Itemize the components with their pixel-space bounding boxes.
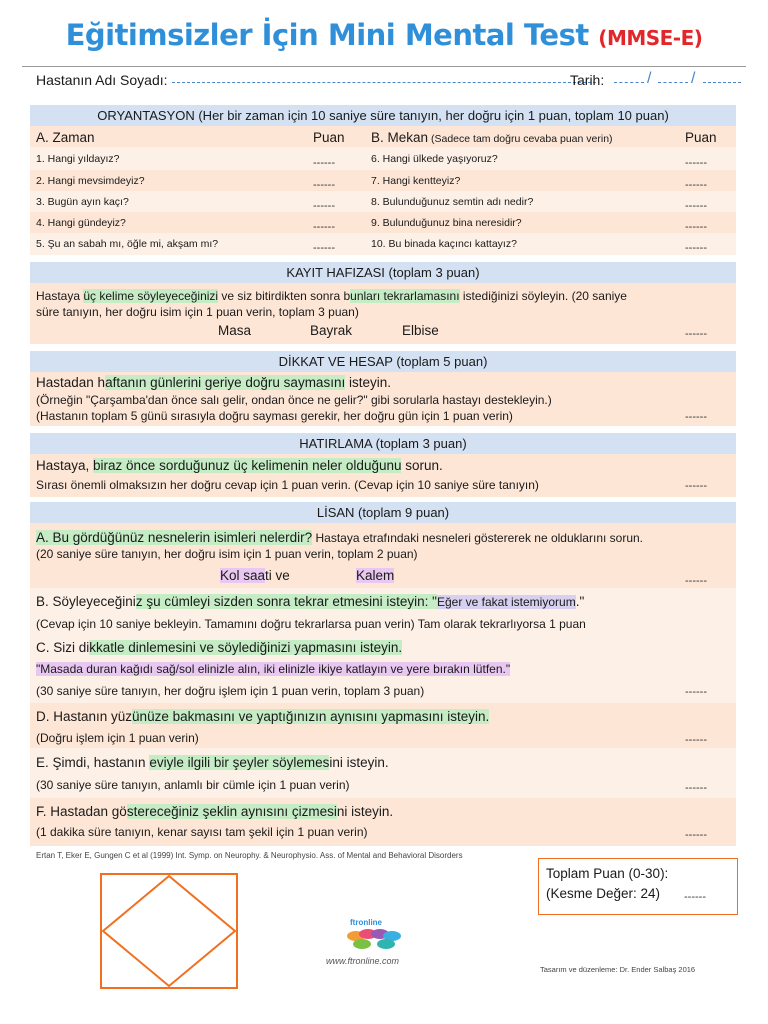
repetition-note: (Cevap için 10 saniye bekleyin. Tamamını doğru tekrarlarsa puan verin) Tam olarak tekrarlıyorsa 1 puan [36,617,586,631]
registration-instruction: Hastaya üç kelime söyleyeceğinizi ve siz bitirdikten sonra bunları tekrarlamasını istediğinizi söyleyin. (20 saniye [36,289,627,303]
registration-header: KAYIT HAFIZASI (toplam 3 puan) [30,262,736,283]
question: 6. Hangi ülkede yaşıyoruz? [371,153,498,165]
registration-section [30,283,736,344]
date-month-field[interactable] [658,82,688,83]
drawing-task: F. Hastadan göstereceğiniz şeklin aynısını çizmesini isteyin. [36,804,394,819]
date-sep: / [691,70,696,87]
score-field[interactable]: ------ [685,200,707,212]
command-task: C. Sizi dikkatle dinlemesini ve söylediğinizi yapmasını isteyin. [36,640,403,655]
orientation-section [30,126,736,255]
score-field[interactable]: ------ [685,734,707,746]
question: 9. Bulunduğunuz bina neresidir? [371,217,522,229]
title-code: (MMSE-E) [598,26,703,50]
word-item: Elbise [402,323,439,338]
page-title [0,18,768,52]
mekan-title: B. Mekan [371,130,429,145]
question: 5. Şu an sabah mı, öğle mi, akşam mı? [36,238,219,250]
total-score-field[interactable]: ------ [684,891,706,903]
score-field[interactable]: ------ [313,221,335,233]
score-field[interactable]: ------ [685,221,707,233]
score-field[interactable]: ------ [685,686,707,698]
patient-row [36,72,746,92]
recall-instruction: Hastaya, biraz önce sorduğunuz üç kelimenin neler olduğunu sorun. [36,458,443,473]
score-field[interactable]: ------ [685,411,707,423]
attention-example: (Örneğin "Çarşamba'dan önce salı gelir, ondan önce ne gelir?" gibi sorularla hastayı destekleyin.) [36,393,552,407]
question: 1. Hangi yıldayız? [36,153,120,165]
date-sep: / [647,70,652,87]
object-watch: Kol saati ve [220,568,290,583]
logo-url: www.ftronline.com [326,956,400,966]
copy-figure [100,873,238,989]
title-main: Eğitimsizler İçin Mini Mental Test [65,18,589,52]
command-sentence: "Masada duran kağıdı sağ/sol elinizle alın, iki elinizle ikiye katlayın ve yere bırakın lütfen." [36,662,511,676]
zaman-title: A. Zaman [36,130,95,145]
recall-note: Sırası önemli olmaksızın her doğru cevap için 1 puan verin. (Cevap için 10 saniye süre tanıyın) [36,478,539,492]
figure-diamond [103,876,235,986]
score-field[interactable]: ------ [313,200,335,212]
logo-brand: ftronline [350,918,382,927]
name-label: Hastanın Adı Soyadı: [36,72,168,88]
reference: Ertan T, Eker E, Gungen C et al (1999) Int. Symp. on Neurophy. & Neurophysio. Ass. of Mental and Behavioral Disorders [36,851,463,860]
score-field[interactable]: ------ [685,328,707,340]
score-field[interactable]: ------ [685,829,707,841]
attention-instruction: Hastadan haftanın günlerini geriye doğru saymasını isteyin. [36,375,391,390]
total-score-box [538,858,738,915]
divider [22,66,746,67]
word-item: Masa [218,323,252,338]
question: 10. Bu binada kaçıncı kattayız? [371,238,517,250]
score-field[interactable]: ------ [685,782,707,794]
total-label: Toplam Puan (0-30): [546,866,669,881]
logo [320,918,430,968]
cutoff-label: (Kesme Değer: 24) [546,886,661,901]
score-field[interactable]: ------ [313,179,335,191]
question: 3. Bugün ayın kaçı? [36,196,129,208]
naming-task: A. Bu gördüğünüz nesnelerin isimleri nelerdir? Hastaya etrafındaki nesneleri göstererek ne olduklarını sorun. [36,530,644,545]
repetition-task: B. Söyleyeceğiniz şu cümleyi sizden sonra tekrar etmesini isteyin: "Eğer ve fakat istemiyorum." [36,594,585,609]
speech-task: E. Şimdi, hastanın eviyle ilgili bir şeyler söylemesini isteyin. [36,755,389,770]
date-day-field[interactable] [614,82,644,83]
puan-label: Puan [313,130,345,145]
attention-note: (Hastanın toplam 5 günü sırasıyla doğru sayması gerekir, her doğru gün için 1 puan verin) [36,409,513,423]
naming-note: (20 saniye süre tanıyın, her doğru isim için 1 puan verin, toplam 2 puan) [36,547,418,561]
question: 8. Bulunduğunuz semtin adı nedir? [371,196,534,208]
question: 7. Hangi kentteyiz? [371,175,461,187]
imitation-note: (Doğru işlem için 1 puan verin) [36,731,199,745]
language-header: LİSAN (toplam 9 puan) [30,502,736,523]
command-note: (30 saniye süre tanıyın, her doğru işlem için 1 puan verin, toplam 3 puan) [36,684,425,698]
score-field[interactable]: ------ [685,242,707,254]
score-field[interactable]: ------ [685,480,707,492]
question: 4. Hangi gündeyiz? [36,217,126,229]
question: 2. Hangi mevsimdeyiz? [36,175,145,187]
word-item: Bayrak [310,323,353,338]
score-field[interactable]: ------ [685,157,707,169]
puan-label: Puan [685,130,717,145]
object-pen: Kalem [356,568,395,583]
registration-note: süre tanıyın, her doğru isim için 1 puan verin, toplam 3 puan) [36,305,359,319]
recall-section [30,454,736,497]
mekan-note: (Sadece tam doğru cevaba puan verin) [431,133,613,145]
score-field[interactable]: ------ [313,157,335,169]
score-field[interactable]: ------ [685,179,707,191]
orientation-header: ORYANTASYON (Her bir zaman için 10 saniye süre tanıyın, her doğru için 1 puan, toplam 10 puan) [30,105,736,126]
score-field[interactable]: ------ [685,575,707,587]
recall-header: HATIRLAMA (toplam 3 puan) [30,433,736,454]
date-year-field[interactable] [703,82,741,83]
imitation-task: D. Hastanın yüzünüze bakmasını ve yaptığınızın aynısını yapmasını isteyin. [36,709,490,724]
drawing-note: (1 dakika süre tanıyın, kenar sayısı tam şekil için 1 puan verin) [36,825,368,839]
date-label: Tarih: [570,72,605,88]
language-section [30,523,736,846]
name-field[interactable] [172,82,596,83]
speech-note: (30 saniye süre tanıyın, anlamlı bir cümle için 1 puan verin) [36,778,350,792]
attention-section [30,372,736,426]
figure-square [101,874,237,988]
logo-icon [346,928,402,952]
attention-header: DİKKAT VE HESAP (toplam 5 puan) [30,351,736,372]
credit: Tasarım ve düzenleme: Dr. Ender Salbaş 2016 [540,965,696,974]
score-field[interactable]: ------ [313,242,335,254]
